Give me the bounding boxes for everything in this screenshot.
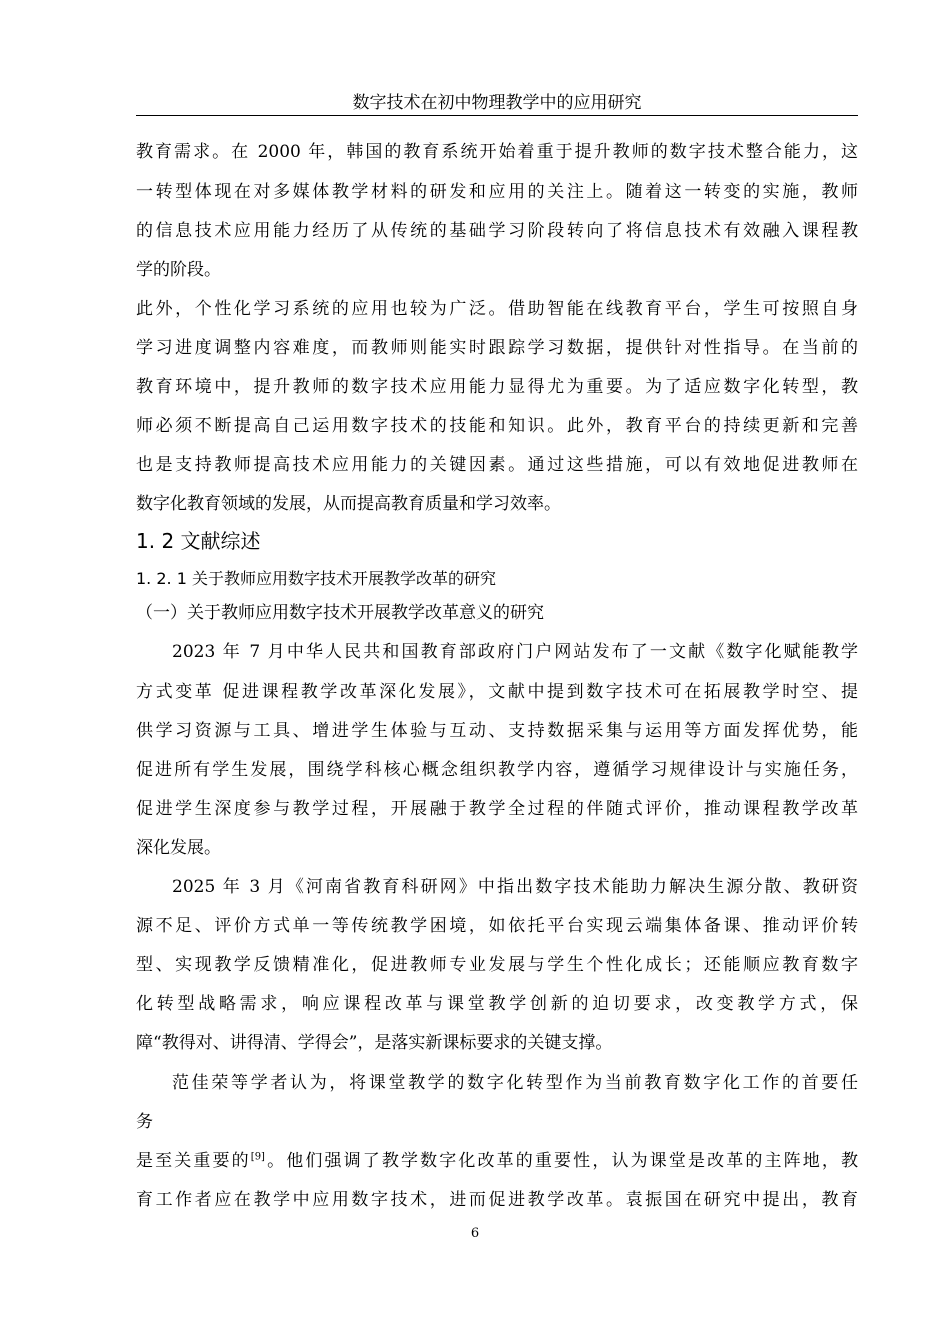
paragraph-line: 数字化教育领域的发展，从而提高教育质量和学习效率。 xyxy=(136,494,561,514)
paragraph-line: 障“教得对、讲得清、学得会”，是落实新课标要求的关键支撑。 xyxy=(136,1033,613,1053)
subsection-heading: 1. 2. 1 关于教师应用数字技术开展教学改革的研究 xyxy=(136,569,496,588)
section-heading: 1. 2 文献综述 xyxy=(136,529,261,553)
paragraph-line: 学的阶段。 xyxy=(136,260,221,280)
subsubsection-heading: （一）关于教师应用数字技术开展教学改革意义的研究 xyxy=(136,603,544,623)
page-number: 6 xyxy=(470,1226,480,1241)
paragraph-text: 。他们强调了教学数字化改革的重要性，认为课堂是改革的主阵地，教 xyxy=(264,1151,859,1171)
paragraph-line: 教育环境中，提升教师的数字技术应用能力显得尤为重要。为了适应数字化转型，教 xyxy=(136,377,858,397)
paragraph-line: 务 xyxy=(136,1112,153,1132)
paragraph-line: 型、实现教学反馈精准化，促进教师专业发展与学生个性化成长；还能顺应教育数字 xyxy=(136,955,858,975)
paragraph-line: 促进学生深度参与教学过程，开展融于教学全过程的伴随式评价，推动课程教学改革 xyxy=(136,799,858,819)
running-header-title: 数字技术在初中物理教学中的应用研究 xyxy=(352,93,642,113)
paragraph-line: 方式变革 促进课程教学改革深化发展》，文献中提到数字技术可在拓展教学时空、提 xyxy=(136,682,858,702)
citation-marker[interactable]: [9] xyxy=(250,1151,265,1163)
paragraph-line: 师必须不断提高自己运用数字技术的技能和知识。此外，教育平台的持续更新和完善 xyxy=(136,416,858,436)
paragraph-line: 化转型战略需求，响应课程改革与课堂教学创新的迫切要求，改变教学方式，保 xyxy=(136,994,858,1014)
paragraph-line: 2025 年 3 月《河南省教育科研网》中指出数字技术能助力解决生源分散、教研资 xyxy=(172,877,858,897)
paragraph-line: 教育需求。在 2000 年，韩国的教育系统开始着重于提升教师的数字技术整合能力，这 xyxy=(136,142,858,162)
paragraph-text: 是至关重要的 xyxy=(136,1151,251,1171)
paragraph-line: 范佳荣等学者认为，将课堂教学的数字化转型作为当前教育数字化工作的首要任 xyxy=(172,1073,858,1093)
paragraph-line: 育工作者应在教学中应用数字技术，进而促进教学改革。袁振国在研究中提出，教育 xyxy=(136,1190,858,1210)
paragraph-line: 促进所有学生发展，围绕学科核心概念组织教学内容，遵循学习规律设计与实施任务， xyxy=(136,760,858,780)
paragraph-line: 2023 年 7 月中华人民共和国教育部政府门户网站发布了一文献《数字化赋能教学 xyxy=(172,642,858,662)
paragraph-line: 学习进度调整内容难度，而教师则能实时跟踪学习数据，提供针对性指导。在当前的 xyxy=(136,338,858,358)
paragraph-line: 也是支持教师提高技术应用能力的关键因素。通过这些措施，可以有效地促进教师在 xyxy=(136,455,858,475)
paragraph-line: 深化发展。 xyxy=(136,838,221,858)
paragraph-line: 此外，个性化学习系统的应用也较为广泛。借助智能在线教育平台，学生可按照自身 xyxy=(136,299,858,319)
paragraph-line-with-citation xyxy=(136,1149,858,1173)
paragraph-line: 的信息技术应用能力经历了从传统的基础学习阶段转向了将信息技术有效融入课程教 xyxy=(136,221,858,241)
paragraph-line: 一转型体现在对多媒体教学材料的研发和应用的关注上。随着这一转变的实施，教师 xyxy=(136,182,858,202)
paragraph-line: 源不足、评价方式单一等传统教学困境，如依托平台实现云端集体备课、推动评价转 xyxy=(136,916,858,936)
paragraph-line: 供学习资源与工具、增进学生体验与互动、支持数据采集与运用等方面发挥优势，能 xyxy=(136,721,858,741)
header-divider xyxy=(136,115,858,116)
